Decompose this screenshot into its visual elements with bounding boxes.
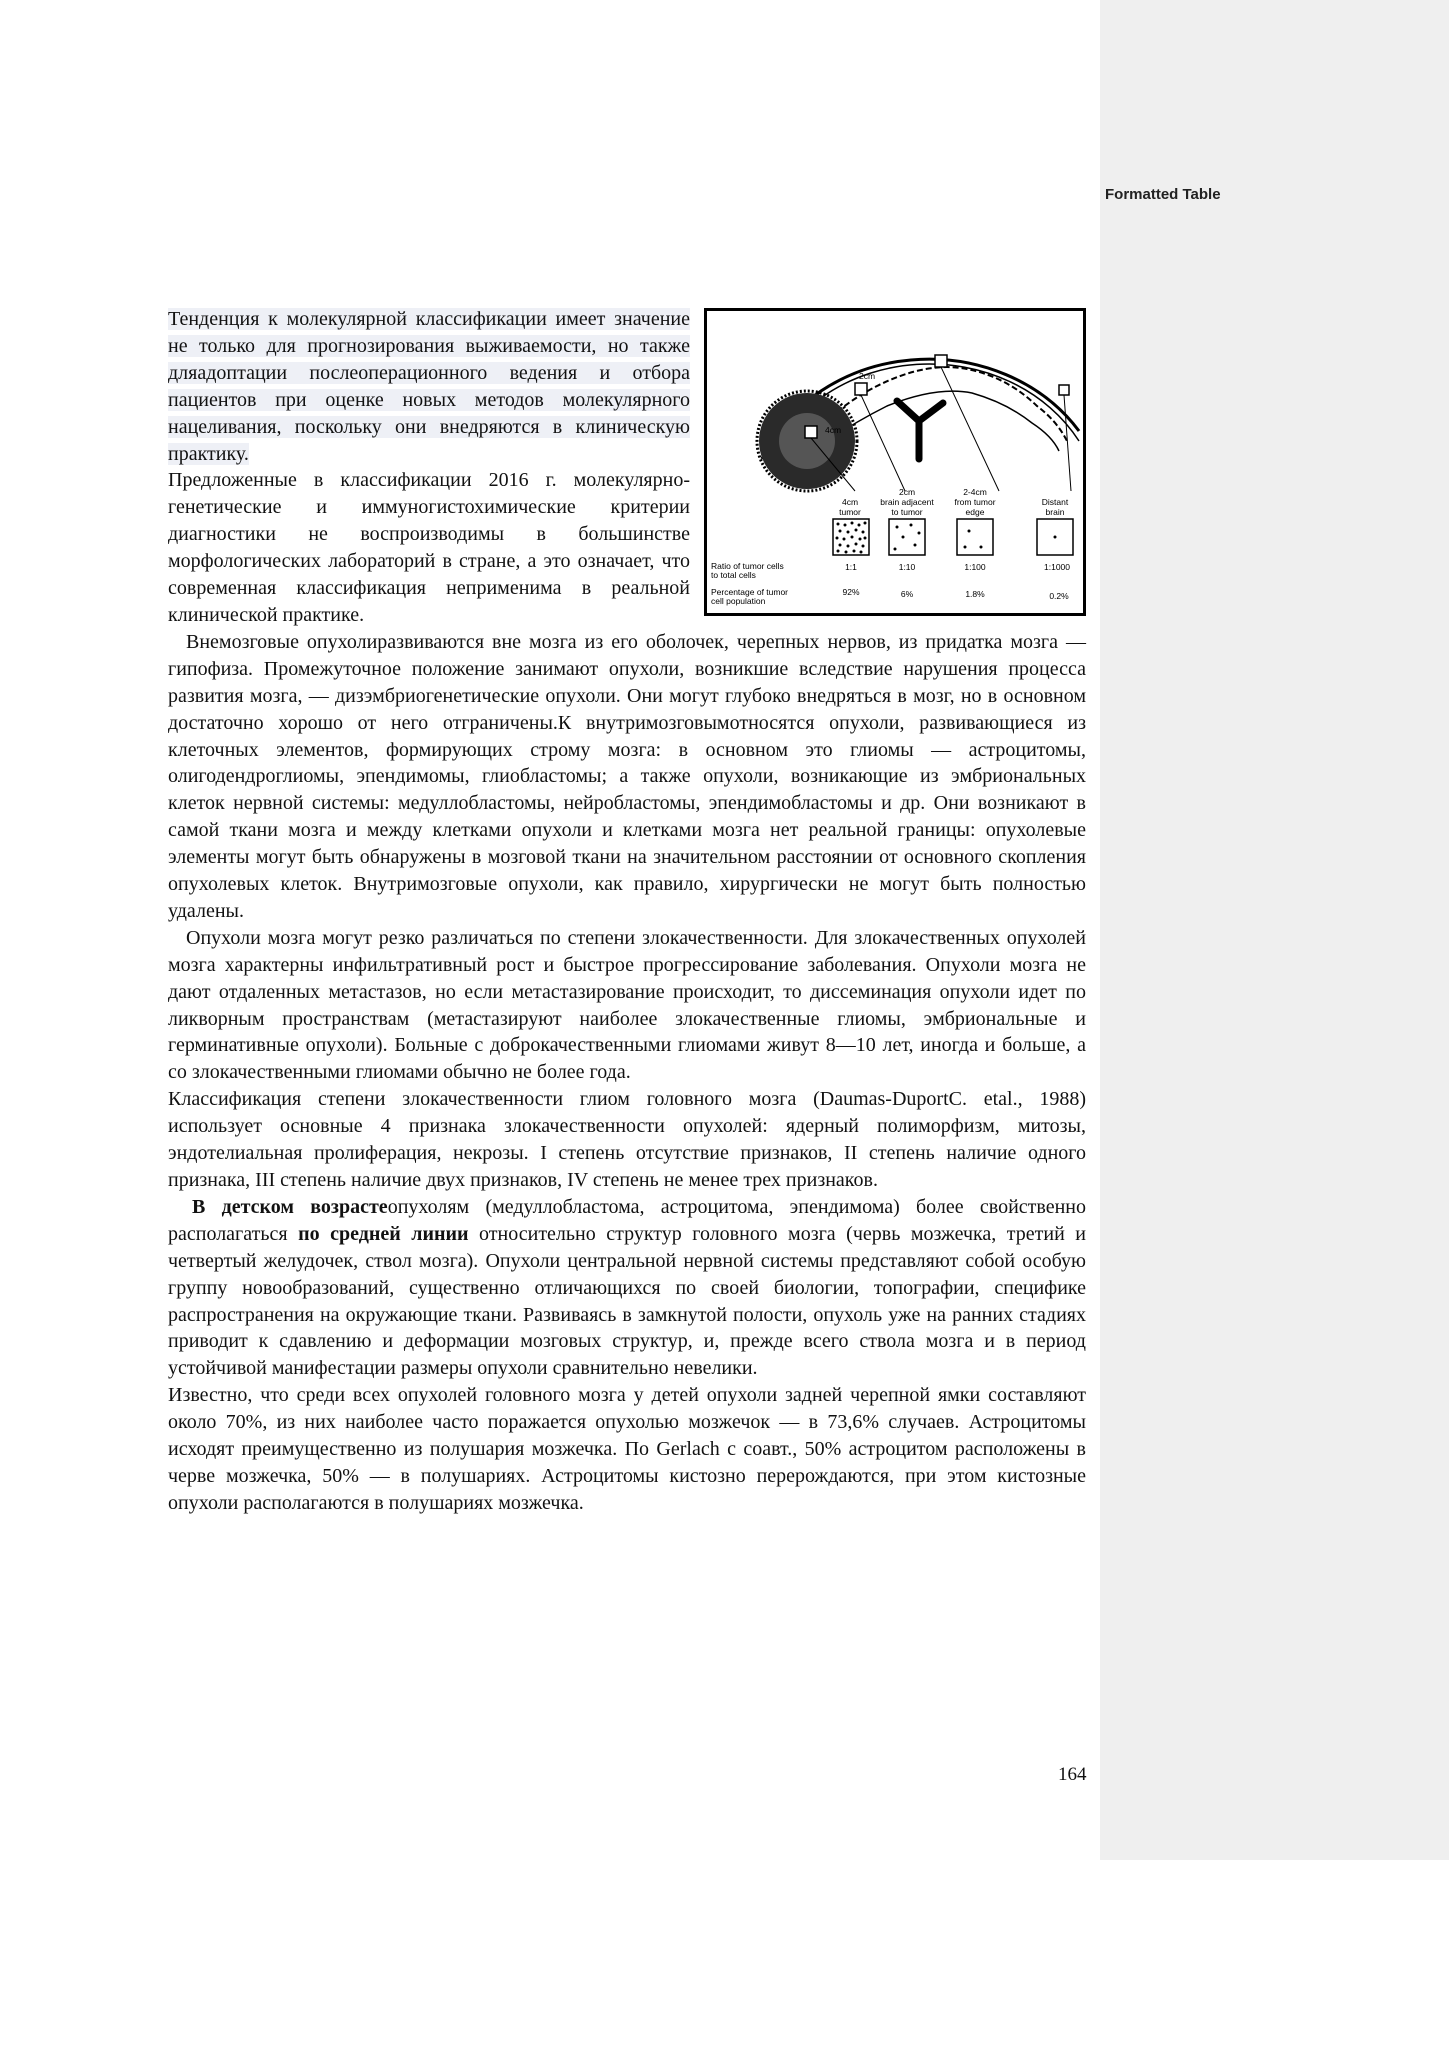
bold-term-midline: по средней линии xyxy=(298,1222,469,1245)
tumor-diagram xyxy=(707,311,1083,613)
ratio-value: 1:10 xyxy=(898,562,916,572)
paragraph-grading: Классификация степени злокачественности глиом головного мозга (Daumas-DuportC. etal., 1988) использует основные 4 признака злокачественности опухолей: ядерный полиморфизм, митозы, эндотелиальная пролиферация, некрозы. I степень отсутствие признаков, II степень наличие одного признака, III степень наличие двух признаков, IV степень не менее трех признаков. xyxy=(168,1088,1086,1191)
paragraph-childhood: В детском возрастеопухолям (медуллобластома, астроцитома, эпендимома) более свойственно располагаться по средней линии относительно структур головного мозга (червь мозжечка, третий и четвертый желудочек, ствол мозга). Опухоли центральной нервной системы представляют собой особую группу новообразований, существенно отличающихся по своей биологии, топографии, специфике распространения на окружающие ткани. Развиваясь в замкнутой полости, опухоль уже на ранних стадиях приводит к сдавлению и деформации мозговых структур, и, прежде всего ствола мозга и в период устойчивой манифестации размеры опухоли сравнительно невелики. xyxy=(168,1195,1087,1380)
row-label-ratio: Ratio of tumor cells xyxy=(711,561,784,571)
ratio-value: 1:1000 xyxy=(1044,562,1070,572)
column-header: Distant xyxy=(1041,497,1069,507)
paragraph-molecular-classification: Тенденция к молекулярной классификации имеет значение не только для прогнозирования выживаемости, но также дляадоптации послеоперационного ведения и отбора пациентов при оценке новых методов молекулярного нацеливания, поскольку они внедряются в клиническую практику. xyxy=(168,308,690,465)
column-header: tumor xyxy=(839,507,861,517)
percent-value: 1.8% xyxy=(965,589,985,599)
row-label-percent: cell population xyxy=(711,596,766,606)
bold-term-childhood: В детском возрасте xyxy=(192,1195,388,1218)
percent-value: 92% xyxy=(842,587,860,597)
column-header: from tumor xyxy=(954,497,996,507)
figure-label-2cm: 2cm xyxy=(859,371,876,381)
paragraph-classification-2016: Предложенные в классификации 2016 г. молекулярно-генетические и иммуногистохимические критерии диагностики не воспроизводимы в большинстве морфологических лабораторий в стране, а это означает, что современная классификация неприменима в реальной клинической практике. xyxy=(168,469,690,626)
ratio-value: 1:100 xyxy=(964,562,986,572)
column-header: 4cm xyxy=(841,497,859,507)
column-header: brain xyxy=(1045,507,1065,517)
tumor-infiltration-figure xyxy=(704,308,1086,616)
page-number: 164 xyxy=(1058,1764,1087,1785)
ratio-value: 1:1 xyxy=(845,562,857,572)
column-header: 2cm xyxy=(898,487,916,497)
column-header: to tumor xyxy=(891,507,923,517)
percent-value: 6% xyxy=(900,589,914,599)
row-label-percent: Percentage of tumor xyxy=(711,587,789,597)
tumor-core xyxy=(779,413,835,469)
page-content xyxy=(168,306,1086,1517)
comment-margin-panel xyxy=(1100,0,1449,1860)
figure-label-4cm: 4cm xyxy=(825,425,842,435)
paragraph-malignancy: Опухоли мозга могут резко различаться по степени злокачественности. Для злокачественных опухолей мозга характерны инфильтративный рост и быстрое прогрессирование заболевания. Опухоли мозга не дают отдаленных метастазов, но если метастазирование происходит, то диссеминация опухоли идет по ликворным пространствам (метастазируют наиболее злокачественные глиомы, эмбриональные и герминативные опухоли). Больные с доброкачественными глиомами живут 8—10 лет, иногда и больше, а со злокачественными глиомами обычно не более года. xyxy=(168,926,1086,1084)
paragraph-posterior-fossa: Известно, что среди всех опухолей головного мозга у детей опухоли задней черепной ямки составляют около 70%, из них наиболее часто поражается опухолью мозжечок — в 73,6% случаев. Астроцитомы исходят преимущественно из полушария мозжечка. По Gerlach с соавт., 50% астроцитом расположены в черве мозжечка, 50% — в полушариях. Астроцитомы кистозно перерождаются, при этом кистозные опухоли располагаются в полушариях мозжечка. xyxy=(168,1384,1086,1514)
column-header: 2-4cm xyxy=(963,487,987,497)
margin-label: Formatted Table xyxy=(1105,186,1221,203)
sample-square-edge xyxy=(957,519,993,555)
row-label-ratio: to total cells xyxy=(711,570,756,580)
percent-value: 0.2% xyxy=(1049,591,1069,601)
paragraph-extracerebral-tumors: Внемозговые опухолиразвиваются вне мозга из его оболочек, черепных нервов, из придатка мозга — гипофиза. Промежуточное положение занимают опухоли, возникшие вследствие нарушения процесса развития мозга, — дизэмбриогенетические опухоли. Они могут глубоко внедряться в мозг, но в основном достаточно хорошо от него отграничены.К внутримозговымотносятся опухоли, развивающиеся из клеточных элементов, формирующих строму мозга: в основном это глиомы — астроцитомы, олигодендроглиомы, эпендимомы, глиобластомы; а также опухоли, возникающие из эмбриональных клеток нервной системы: медуллобластомы, нейробластомы, эпендимобластомы и др. Они возникают в самой ткани мозга и между клетками опухоли и клетками мозга нет реальной границы: опухолевые элементы могут быть обнаружены в мозговой ткани на значительном расстоянии от основного скопления опухолевых клеток. Внутримозговые опухоли, как правило, хирургически не могут быть полностью удалены. xyxy=(168,630,1086,922)
column-header: edge xyxy=(965,507,985,517)
column-header: brain adjacent xyxy=(880,497,934,507)
